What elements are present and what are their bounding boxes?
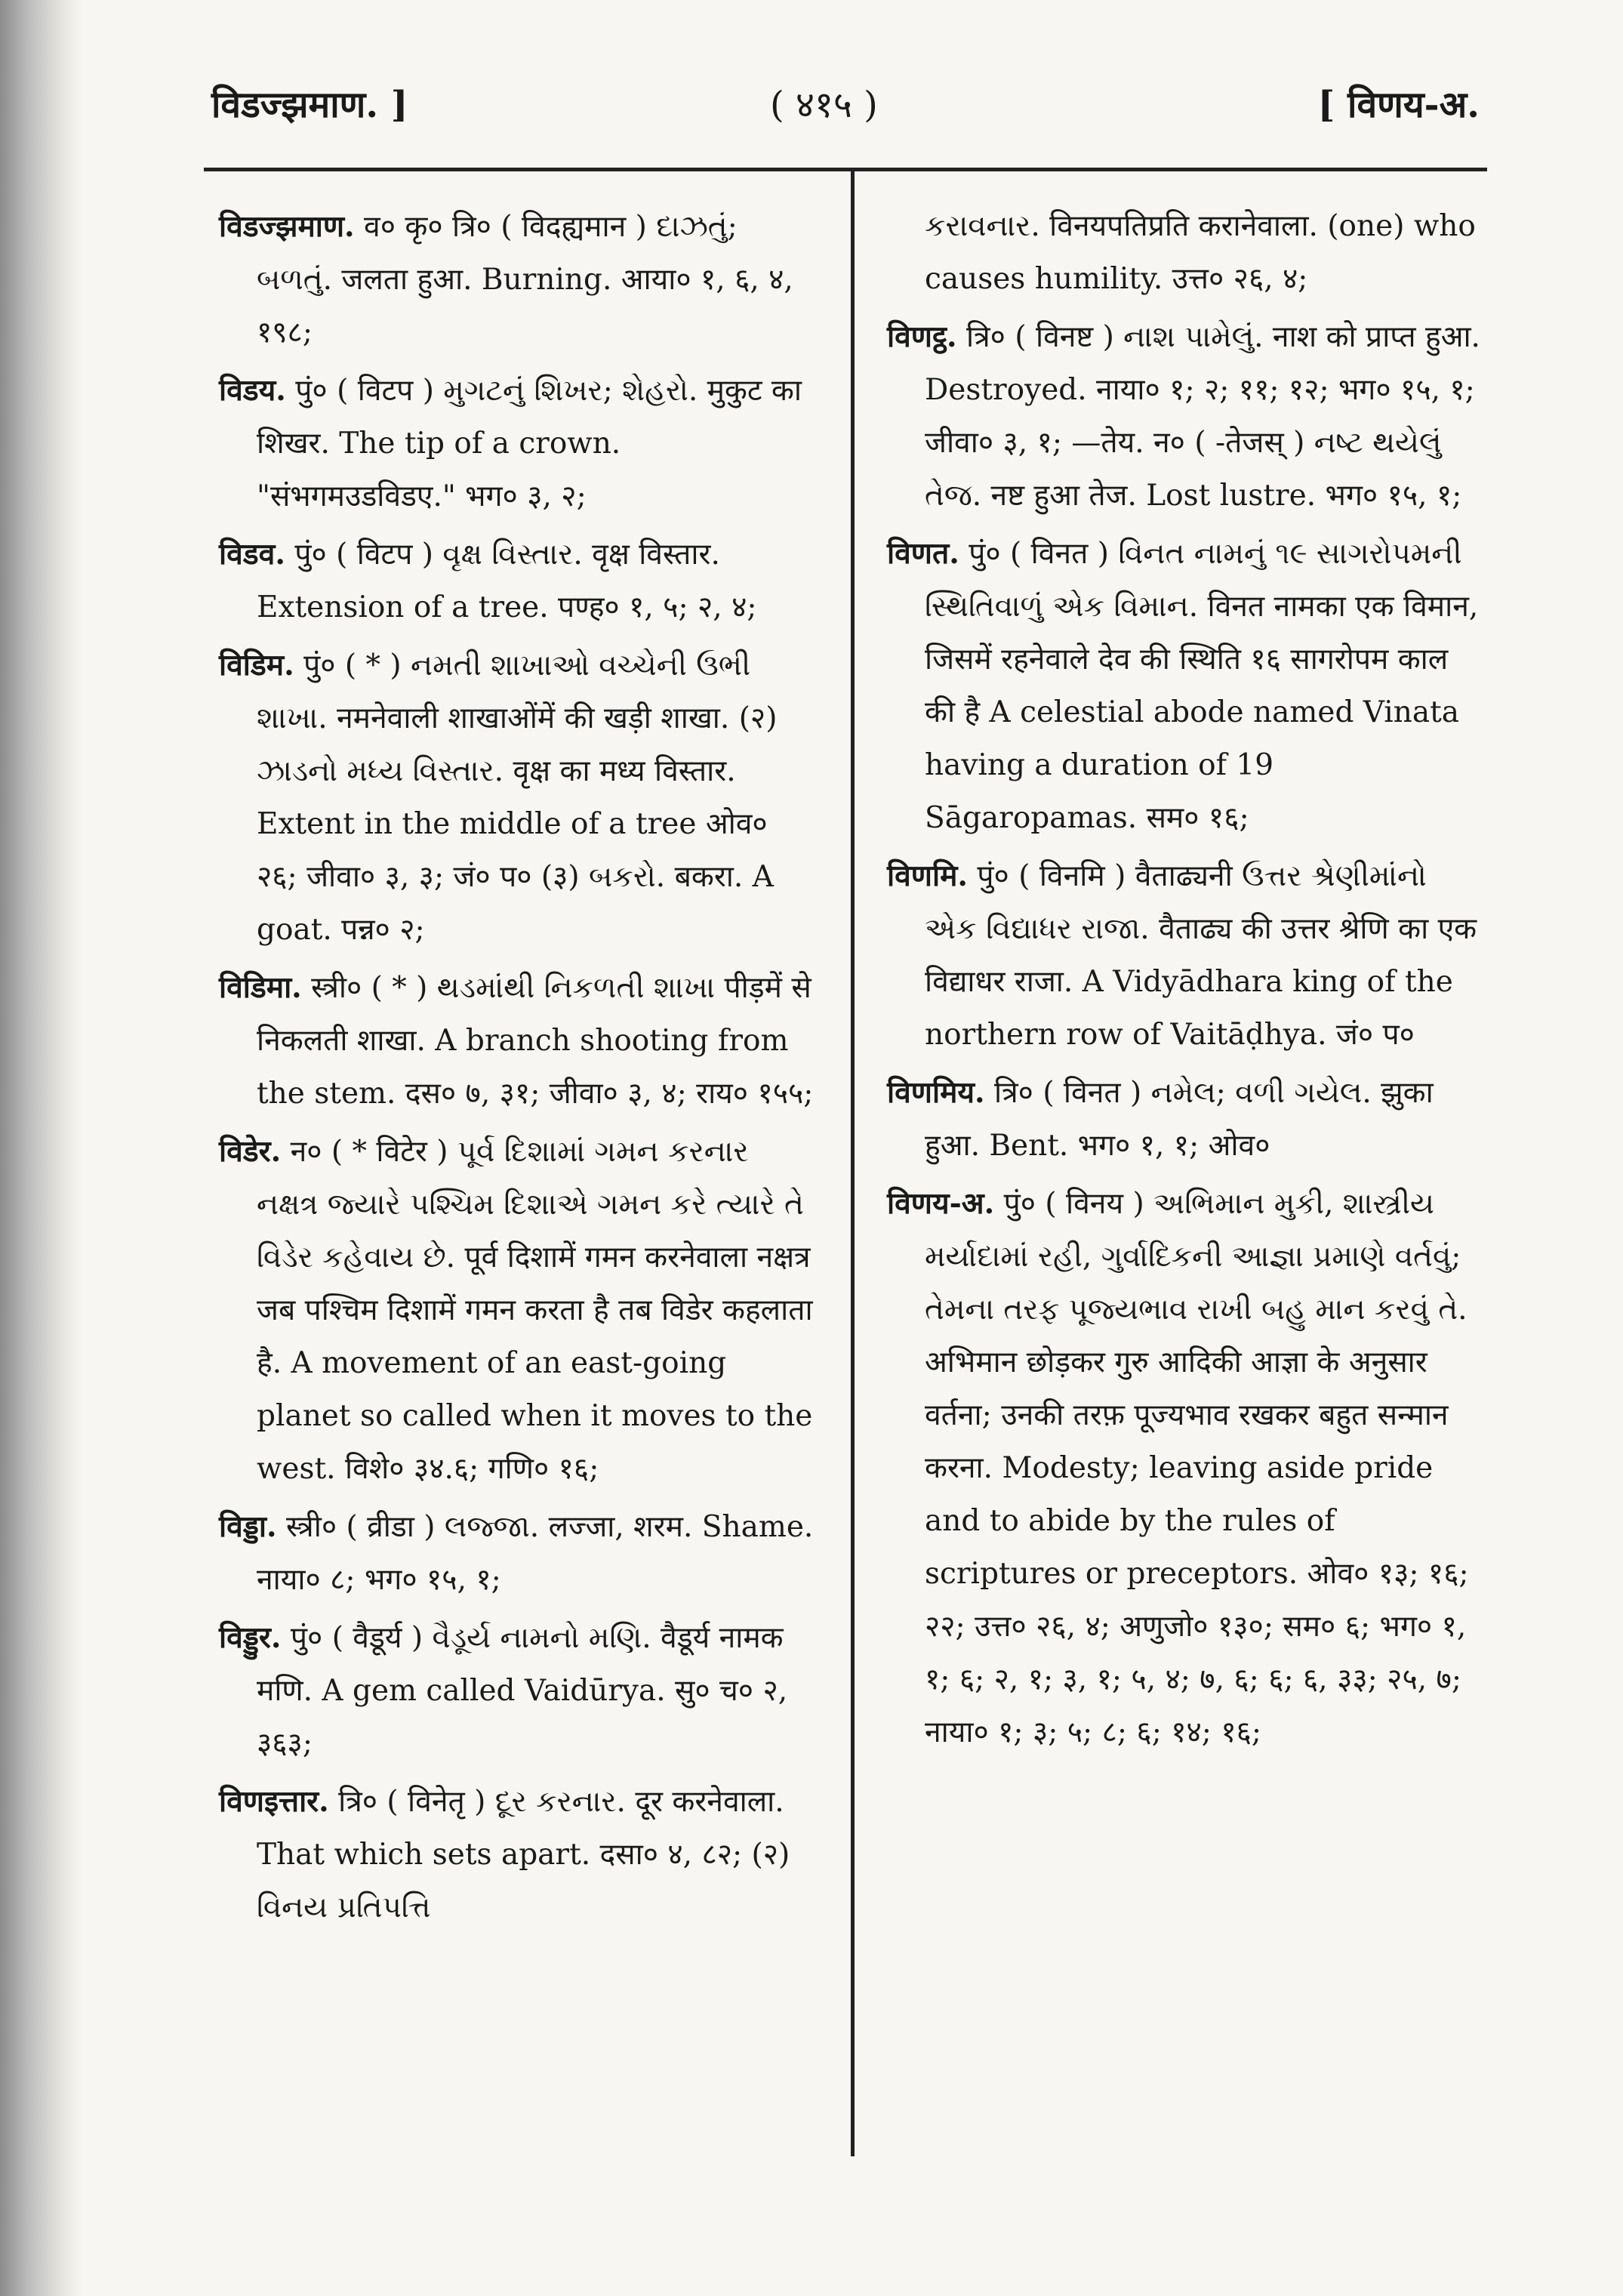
dictionary-entry [219,528,815,634]
dictionary-entry [219,639,815,957]
left-column [219,200,815,1939]
header-rule [204,168,1487,171]
dictionary-entry [219,1125,815,1496]
entry-definition: त्रि० ( विनष्ट ) નાશ પામેલું. नाश को प्राप्त हुआ. Destroyed. नाया० १; २; ११; १२; भग० १५, १; जीवा० ३, १; —तेय. न० ( -तेजस् ) નષ્ટ થયેલું તેજ. नष्ट हुआ तेज. Lost lustre. भग० १५, १; [925,320,1480,513]
entry-headword: विणमिय. [887,1075,985,1110]
entry-definition: पुं० ( वैडूर्य ) વૈડૂર્ય નામનો મણિ. वैडूर्य नामक मणि. A gem called Vaidūrya. सु० च० २, ३६३; [257,1621,788,1761]
entry-headword: विणत. [887,536,959,571]
dictionary-entry [887,849,1483,1062]
dictionary-entry [887,527,1483,845]
dictionary-entry [887,1177,1483,1759]
entry-headword: विडिम. [219,648,294,683]
entry-definition: पुं० ( विटप ) મુગટનું શિખર; શેહરો. मुकुट का शिखर. The tip of a crown. "संभगमउडविडए." भग० ३, २; [257,374,802,513]
dictionary-entry [219,1611,815,1771]
entry-definition: पुं० ( विनत ) વિનત નામનું ૧૯ સાગરોપમની સ્થિતિવાળું એક વિમાન. विनत नामका एक विमान, जिसमें रहनेवाले देव की स्थिति १६ सागरोपम काल की है A celestial abode named Vinata having a duration of 19 Sāgaropamas. सम० १६; [925,537,1479,835]
entry-headword: विडज्झमाण. [219,209,355,244]
dictionary-entry [887,1066,1483,1173]
entry-headword: विड्डुर. [219,1620,282,1655]
dictionary-entry [887,310,1483,522]
entry-headword: विडव. [219,537,285,572]
entry-definition: स्त्री० ( व्रीडा ) લજ્જા. लज्जा, शरम. Shame. नाया० ८; भग० १५, १; [257,1510,814,1597]
entry-headword: विड्डा. [219,1509,277,1544]
entry-definition: पुं० ( विटप ) વૃક્ષ વિસ્તાર. वृक्ष विस्तार. Extension of a tree. पण्ह० १, ५; २, ४; [257,538,757,624]
page-header [211,79,1480,140]
dictionary-entry [887,200,1483,306]
page-edge-shadow [0,0,83,2296]
entry-definition: न० ( * विटेर ) પૂર્વ દિશામાં ગમન કરનાર નક્ષત્ર જ્યારે પશ્ચિમ દિશાએ ગમન કરે ત્યારે તે વિડેર કહેવાય છે. पूर्व दिशामें गमन करनेवाला नक्षत्र जब पश्चिम दिशामें गमन करता है तब विडेर कहलाता है. A movement of an east-going planet so called when it moves to the west. विशे० ३४.६; गणि० १६; [257,1135,813,1486]
dictionary-entry [219,961,815,1120]
entry-definition: पुं० ( * ) નમતી શાખાઓ વચ્ચેની ઉભી શાખા. नमनेवाली शाखाओंमें की खड़ी शाखा. (२) ઝાડનો મધ્ય વિસ્તાર. वृक्ष का मध्य विस्तार. Extent in the middle of a tree ओव० २६; जीवा० ३, ३; जं० प० (३) બકરો. बकरा. A goat. पन्न० २; [257,649,778,947]
dictionary-entry [219,1775,815,1934]
entry-headword: विणय-अ. [887,1186,995,1221]
entry-definition: स्त्री० ( * ) થડમાંથી નિકળતી શાખા पीड़में से निकलती शाखा. A branch shooting from the stem. दस० ७, ३१; जीवा० ३, ४; राय० १५५; [257,971,814,1111]
entry-headword: विडेर. [219,1134,282,1169]
entry-definition: पुं० ( विनय ) અભિમાન મુકી, શાસ્ત્રીય મર્યાદામાં રહી, ગુર્વાદિકની આજ્ઞા પ્રમાણે વર્તવું; તેમના તરફ પૂજ્યભાવ રાખી બહુ માન કરવું તે. अभिमान छोड़कर गुरु आदिकी आज्ञा के अनुसार वर्तना; उनकी तरफ़ पूज्यभाव रखकर बहुत सन्मान करना. Modesty; leaving aside pride and to abide by the rules of scriptures or preceptors. ओव० १३; १६; २२; उत्त० २६, ४; अणुजो० १३०; सम० ६; भग० १, १; ६; २, १; ३, १; ५, ४; ७, ६; ६; ६, ३३; २५, ७; नाया० १; ३; ५; ८; ६; १४; १६; [925,1187,1469,1749]
entry-headword: विडय. [219,373,286,408]
dictionary-entry [219,364,815,523]
entry-definition: त्रि० ( विनेतृ ) દૂર કરનાર. दूर करनेवाला. That which sets apart. दसा० ४, ८२; (२) વિનય પ્રતિપત્તિ [257,1785,790,1925]
entry-headword: विणट्ठ. [887,319,957,354]
header-left-guideword: विडज्झमाण. ] [211,84,408,126]
header-right-guideword: [ विणय-अ. [1317,84,1480,126]
dictionary-entry [219,1500,815,1607]
column-divider [851,171,855,2156]
entry-headword: विणमि. [887,858,968,893]
entry-definition: व० कृ० त्रि० ( विदह्यमान ) દાઝતું; બળતું. जलता हुआ. Burning. आया० १, ६, ४, १९८; [257,210,793,350]
entry-definition: पुं० ( विनमि ) वैताढ्यनी ઉત્તર શ્રેણીમાંનો એક વિદ્યાધર રાજા. वैताढ्य की उत्तर श्रेणि का एक विद्याधर राजा. A Vidyādhara king of the northern row of Vaitāḍhya. जं० प० [925,859,1477,1052]
right-column [887,200,1483,1764]
entry-headword: विणइत्तार. [219,1784,329,1819]
entry-definition: કરાવનાર. विनयपतिप्रति करानेवाला. (one) who causes humility. उत्त० २६, ४; [925,209,1476,296]
dictionary-entry [219,200,815,359]
entry-headword: विडिमा. [219,970,302,1005]
page-number: ( ४१५ ) [770,84,878,126]
entry-definition: त्रि० ( विनत ) નમેલ; વળી ગયેલ. झुका हुआ. Bent. भग० १, १; ओव० [925,1076,1434,1163]
